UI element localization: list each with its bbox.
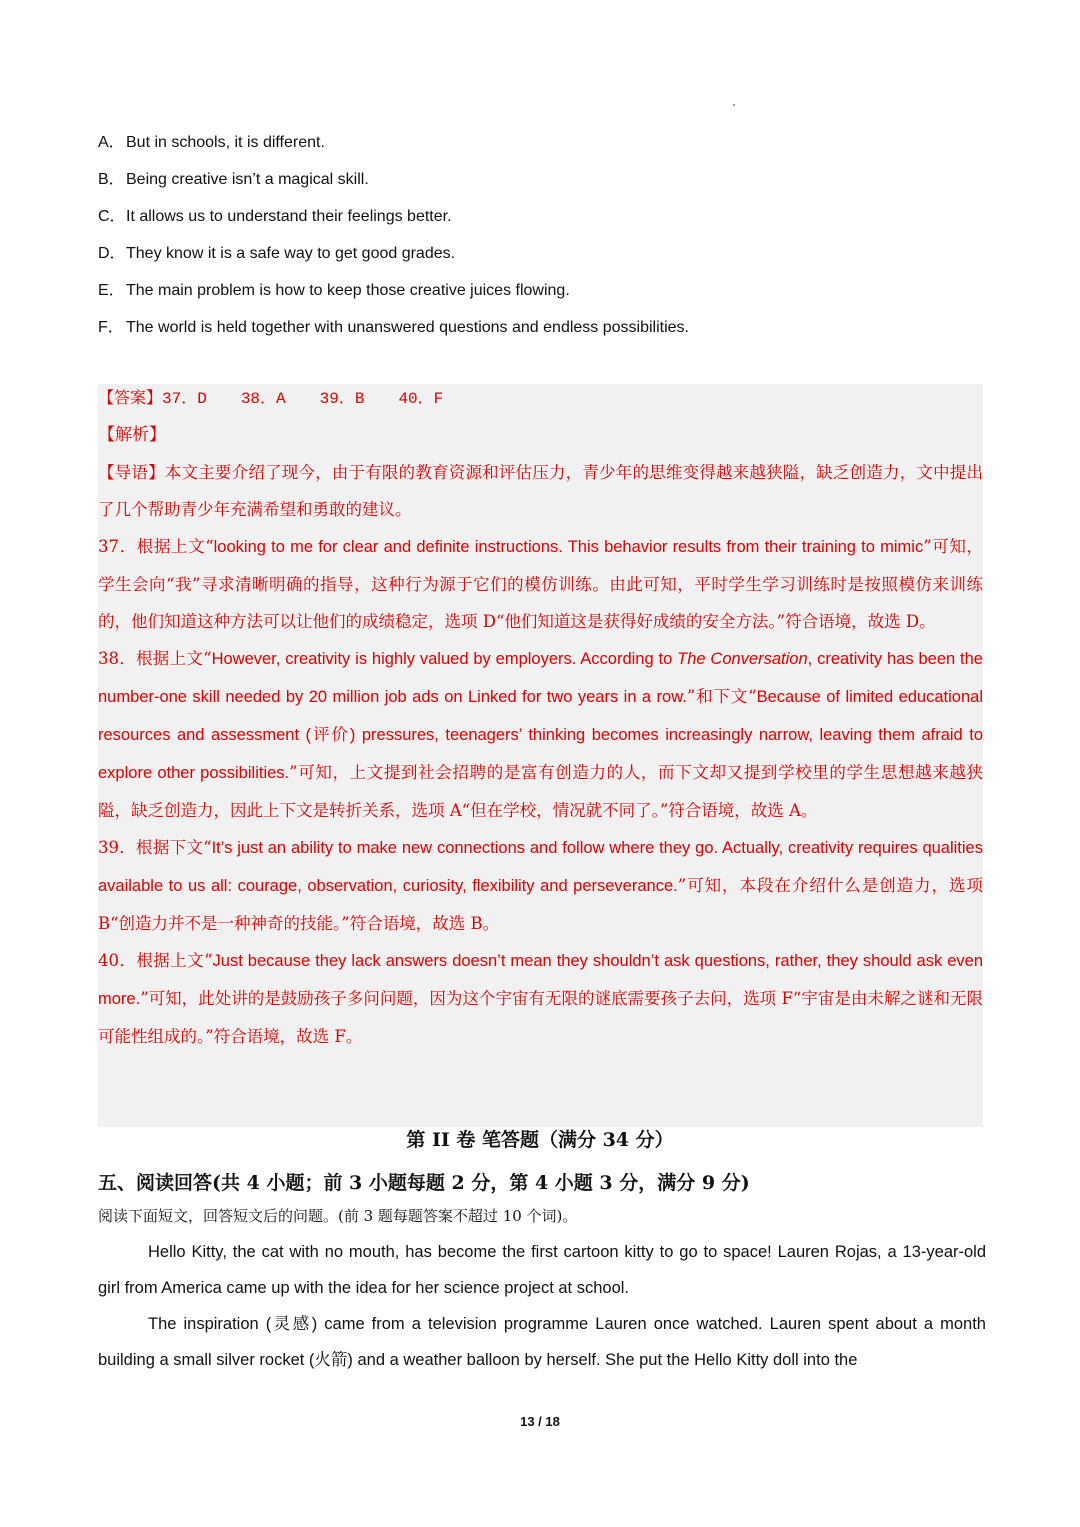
reading-passage xyxy=(98,1234,986,1378)
reading-instruction: 阅读下面短文，回答短文后的问题。(前 3 题每题答案不超过 10 个词)。 xyxy=(98,1207,578,1225)
answer-key xyxy=(98,382,983,415)
option-b: B．Being creative isn’t a magical skill. xyxy=(98,171,369,188)
section-5-title: 五、阅读回答(共 4 小题；前 3 小题每题 2 分，第 4 小题 3 分，满分 9 分) xyxy=(98,1172,750,1194)
analysis-intro: 【导语】本文主要介绍了现今，由于有限的教育资源和评估压力，青少年的思维变得越来越狭隘，缺乏创造力，文中提出了几个帮助青少年充满希望和勇敢的建议。 xyxy=(98,463,983,519)
passage-paragraph-2: The inspiration (灵感) came from a television programme Lauren once watched. Lauren spent about a month building a small silver rocket (火箭) and a weather balloon by herself. She put the Hello Kitty doll into the xyxy=(98,1315,986,1369)
analysis-heading: 【解析】 xyxy=(98,425,166,445)
option-f: F． The world is held together with unanswered questions and endless possibilities. xyxy=(98,319,689,336)
answer-38: 38．A xyxy=(240,390,286,408)
analysis-q39: 39．根据下文“It’s just an ability to make new connections and follow where they go. Actually, creativity requires qualities available to us all: courage, observation, curiosity, flexibility and perseverance.”可知，本段在介绍什么是创造力，选项 B“创造力并不是一种神奇的技能。”符合语境，故选 B。 xyxy=(98,838,983,933)
section-2-title: 第 II 卷 笔答题（满分 34 分） xyxy=(406,1129,674,1151)
answer-39: 39．B xyxy=(319,390,365,408)
page-number: 13 / 18 xyxy=(520,1414,560,1429)
option-d: D．They know it is a safe way to get good grades. xyxy=(98,245,456,262)
answer-37: 37．D xyxy=(162,390,207,408)
answer-options xyxy=(98,124,988,346)
analysis-q40: 40．根据上文“Just because they lack answers doesn’t mean they shouldn’t ask questions, rather, they should ask even more.”可知，此处讲的是鼓励孩子多问问题，因为这个宇宙有无限的谜底需要孩子去问，选项 F“宇宙是由未解之谜和无限可能性组成的。”符合语境，故选 F。 xyxy=(98,951,983,1046)
stray-dot xyxy=(733,104,735,106)
answer-label: 【答案】 xyxy=(98,388,163,407)
answer-40: 40．F xyxy=(398,390,444,408)
option-c: C．It allows us to understand their feelings better. xyxy=(98,208,452,225)
option-a: A．But in schools, it is different. xyxy=(98,134,325,151)
analysis-body xyxy=(98,454,983,1055)
analysis-q37: 37．根据上文“looking to me for clear and definite instructions. This behavior results from their training to mimic”可知，学生会向“我”寻求清晰明确的指导，这种行为源于它们的模仿训练。由此可知，平时学生学习训练时是按照模仿来训练的，他们知道这种方法可以让他们的成绩稳定，选项 D“他们知道这是获得好成绩的安全方法。”符合语境，故选 D。 xyxy=(98,537,984,631)
analysis-q38: 38．根据上文“However, creativity is highly valued by employers. According to The Conversation, creativity has been the number-one skill needed by 20 million job ads on Linked for two years in a row.”和下文“Because of limited educational resources and assessment (评价) pressures, teenagers’ thinking becomes increasingly narrow, leaving them afraid to explore other possibilities.”可知，上文提到社会招聘的是富有创造力的人，而下文却又提到学校里的学生思想越来越狭隘，缺乏创造力，因此上下文是转折关系，选项 A“但在学校，情况就不同了。”符合语境，故选 A。 xyxy=(98,649,983,820)
passage-paragraph-1: Hello Kitty, the cat with no mouth, has become the first cartoon kitty to go to space! Lauren Rojas, a 13-year-old girl from America came up with the idea for her science project at school. xyxy=(98,1243,986,1297)
option-e: E．The main problem is how to keep those creative juices flowing. xyxy=(98,282,570,299)
